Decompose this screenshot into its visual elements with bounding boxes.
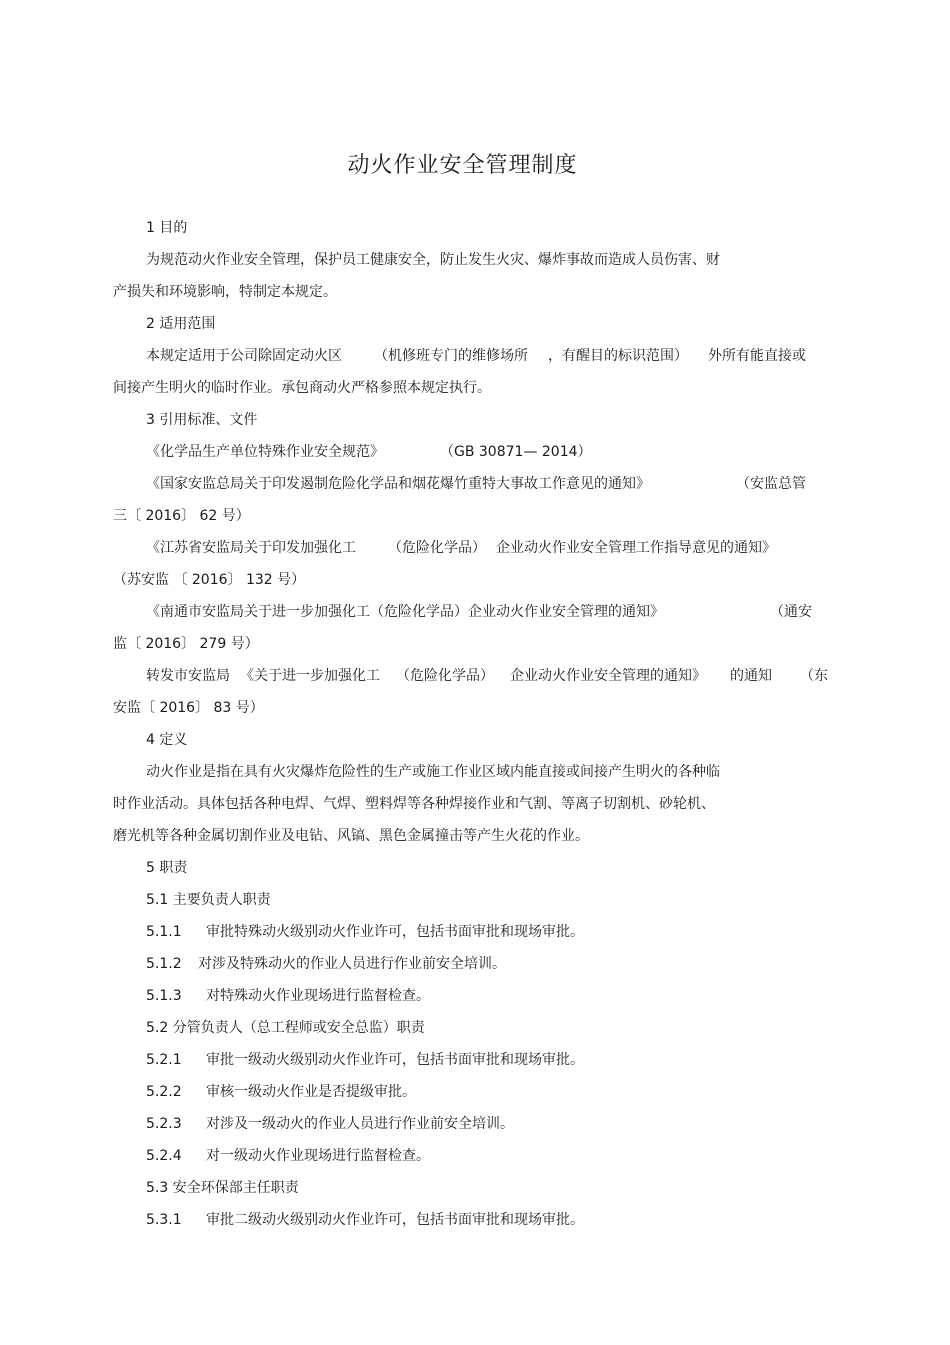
item-5-2-1-number: 5.2.1 [146,1052,182,1068]
scope-text-part-2: （机修班专门的维修场所 [374,348,528,364]
reference-5-part-1: 转发市安监局 [146,668,230,684]
item-5-1-2-number: 5.1.2 [146,956,182,972]
item-5-1-3-number: 5.1.3 [146,988,182,1004]
reference-5-part-2: 《关于进一步加强化工 [240,668,380,684]
section-5-1-heading: 5.1 主要负责人职责 [146,892,271,908]
reference-5-part-3: （危险化学品） [396,668,494,684]
reference-5-line-2: 安监〔 2016〕 83 号） [113,700,264,716]
reference-2-line-1 [146,474,806,494]
reference-5-part-4: 企业动火作业安全管理的通知》 [510,668,706,684]
section-5-heading: 5 职责 [146,860,188,876]
document-title: 动火作业安全管理制度 [347,153,578,178]
section-1-paragraph-line-2: 产损失和环境影响，特制定本规定。 [113,284,337,300]
item-5-3-1-number: 5.3.1 [146,1212,182,1228]
section-2-heading: 2 适用范围 [146,316,216,332]
scope-text-part-1: 本规定适用于公司除固定动火区 [146,348,342,364]
reference-3-part-2: （危险化学品） [388,540,486,556]
section-4-paragraph-line-3: 磨光机等各种金属切割作业及电钻、风镐、黑色金属撞击等产生火花的作业。 [113,828,589,844]
section-2-paragraph-line-2: 间接产生明火的临时作业。承包商动火严格参照本规定执行。 [113,380,491,396]
reference-3-line-1 [146,538,776,558]
reference-4-line-2: 监〔 2016〕 279 号） [113,636,259,652]
item-5-1-1-number: 5.1.1 [146,924,182,940]
section-4-heading: 4 定义 [146,732,188,748]
section-4-paragraph-line-2: 时作业活动。具体包括各种电焊、气焊、塑料焊等各种焊接作业和气割、等离子切割机、砂轮机、 [113,796,715,812]
section-3-heading: 3 引用标准、文件 [146,412,258,428]
item-5-2-4-number: 5.2.4 [146,1148,182,1164]
reference-2-title: 《国家安监总局关于印发遏制危险化学品和烟花爆竹重特大事故工作意见的通知》 [146,476,650,492]
section-5-2-heading: 5.2 分管负责人（总工程师或安全总监）职责 [146,1020,425,1036]
scope-text-part-4: 外所有能直接或 [708,348,806,364]
item-5-1-1-text: 审批特殊动火级别动火作业许可，包括书面审批和现场审批。 [206,924,584,940]
section-5-3-heading: 5.3 安全环保部主任职责 [146,1180,299,1196]
item-5-1-2-text: 对涉及特殊动火的作业人员进行作业前安全培训。 [198,956,506,972]
item-5-2-1-text: 审批一级动火级别动火作业许可，包括书面审批和现场审批。 [206,1052,584,1068]
section-2-paragraph-line-1 [146,346,806,366]
reference-3-part-3: 企业动火作业安全管理工作指导意见的通知》 [496,540,776,556]
reference-5-part-6: （东 [800,668,828,684]
item-5-2-3-number: 5.2.3 [146,1116,182,1132]
reference-4-line-1 [146,602,812,622]
reference-2-code-start: （安监总管 [736,476,806,492]
reference-1 [146,442,592,462]
scope-text-part-3: ，有醒目的标识范围） [548,348,688,364]
section-1-paragraph-line-1: 为规范动火作业安全管理，保护员工健康安全，防止发生火灾、爆炸事故而造成人员伤害、财 [146,252,720,268]
item-5-2-4-text: 对一级动火作业现场进行监督检查。 [206,1148,430,1164]
reference-1-title: 《化学品生产单位特殊作业安全规范》 [146,444,384,460]
reference-1-code: （GB 30871— 2014） [440,444,592,460]
reference-3-line-2: （苏安监 〔 2016〕 132 号） [113,572,306,588]
reference-2-line-2: 三〔 2016〕 62 号） [113,508,250,524]
reference-3-part-1: 《江苏省安监局关于印发加强化工 [146,540,356,556]
reference-5-line-1 [146,666,828,686]
item-5-2-3-text: 对涉及一级动火的作业人员进行作业前安全培训。 [206,1116,514,1132]
section-4-paragraph-line-1: 动火作业是指在具有火灾爆炸危险性的生产或施工作业区域内能直接或间接产生明火的各种临 [146,764,720,780]
item-5-3-1-text: 审批二级动火级别动火作业许可，包括书面审批和现场审批。 [206,1212,584,1228]
reference-4-title: 《南通市安监局关于进一步加强化工（危险化学品）企业动火作业安全管理的通知》 [146,604,664,620]
section-1-heading: 1 目的 [146,220,188,236]
reference-4-code-start: （通安 [770,604,812,620]
item-5-2-2-text: 审核一级动火作业是否提级审批。 [206,1084,416,1100]
item-5-2-2-number: 5.2.2 [146,1084,182,1100]
item-5-1-3-text: 对特殊动火作业现场进行监督检查。 [206,988,430,1004]
reference-5-part-5: 的通知 [730,668,772,684]
